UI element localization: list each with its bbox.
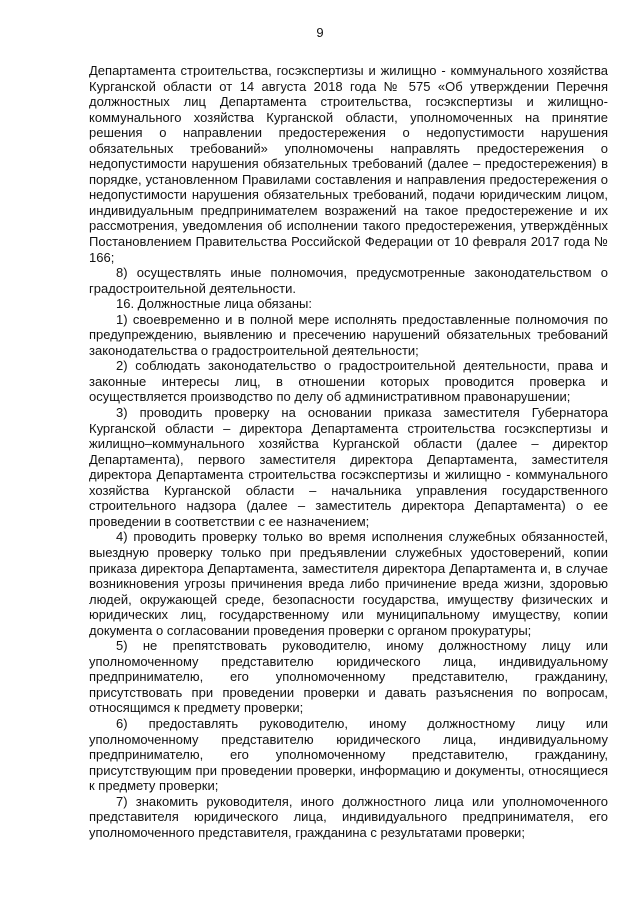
paragraph-section-16: 16. Должностные лица обязаны: [116,296,312,312]
paragraph-continuation: Департамента строительства, госэкспертизы и жилищно - коммунального хозяйства Курганской области от 14 августа 2018 года № 575 «Об утверждении Перечня должностных лиц Департамента строительства, госэкспертизы и жилищно- коммунального хозяйства Курганской области, уполномоченных на принятие решения о направлении предостережения о недопустимости нарушения обязательных требований» уполномочены направлять предостережения о недопустимости нарушения обязательных требований (далее – предостережения) в порядке, установленном Правилами составления и направления предостережения о недопустимости нарушения обязательных требований, подачи юридическим лицом, индивидуальным предпринимателем возражений на такое предостережение и их рассмотрения, уведомления об исполнении такого предостережения, утверждённых Постановлением Правительства Российской Федерации от 10 февраля 2017 года № 166; [89,63,608,265]
document-body [89,63,608,840]
paragraph-item-2: 2) соблюдать законодательство о градостроительной деятельности, права и законные интересы лиц, в отношении которых проводится проверка и осуществляется производство по делу об административном правонарушении; [89,358,608,405]
paragraph-item-4: 4) проводить проверку только во время исполнения служебных обязанностей, выездную проверку только при предъявлении служебных удостоверений, копии приказа директора Департамента, заместителя директора Департамента и, в случае возникновения угрозы причинения вреда либо причинение вреда жизни, здоровью людей, окружающей среде, безопасности государства, имуществу физических и юридических лиц, государственному или муниципальному имуществу, копии документа о согласовании проведения проверки с органом прокуратуры; [89,529,608,638]
paragraph-item-6: 6) предоставлять руководителю, иному должностному лицу или уполномоченному представителю юридического лица, индивидуальному предпринимателю, его уполномоченному представителю, гражданину, присутствующим при проведении проверки, информацию и документы, относящиеся к предмету проверки; [89,715,608,794]
paragraph-item-5: 5) не препятствовать руководителю, иному должностному лицу или уполномоченному представителю юридического лица, индивидуальному предпринимателю, его уполномоченному представителю, гражданину, присутствовать при проведении проверки и давать разъяснения по вопросам, относящимся к предмету проверки; [89,638,608,716]
paragraph-item-8: 8) осуществлять иные полномочия, предусмотренные законодательством о градостроительной деятельности. [89,265,608,296]
paragraph-item-3: 3) проводить проверку на основании приказа заместителя Губернатора Курганской области – директора Департамента строительства госэкспертизы и жилищно–коммунального хозяйства Курганской области (далее – директор Департамента), первого заместителя директора Департамента, заместителя директора Департамента строительства госэкспертизы и жилищно - коммунального хозяйства Курганской области – начальника управления государственного строительного надзора (далее – заместитель директора Департамента) о ее проведении в соответствии с ее назначением; [89,405,608,529]
paragraph-item-1: 1) своевременно и в полной мере исполнять предоставленные полномочия по предупреждению, выявлению и пресечению нарушений обязательных требований законодательства о градостроительной деятельности; [89,311,608,358]
page-number: 9 [316,25,324,40]
paragraph-item-7: 7) знакомить руководителя, иного должностного лица или уполномоченного представителя юридического лица, индивидуального предпринимателя, его уполномоченного представителя, гражданина с результатами проверки; [89,793,608,840]
